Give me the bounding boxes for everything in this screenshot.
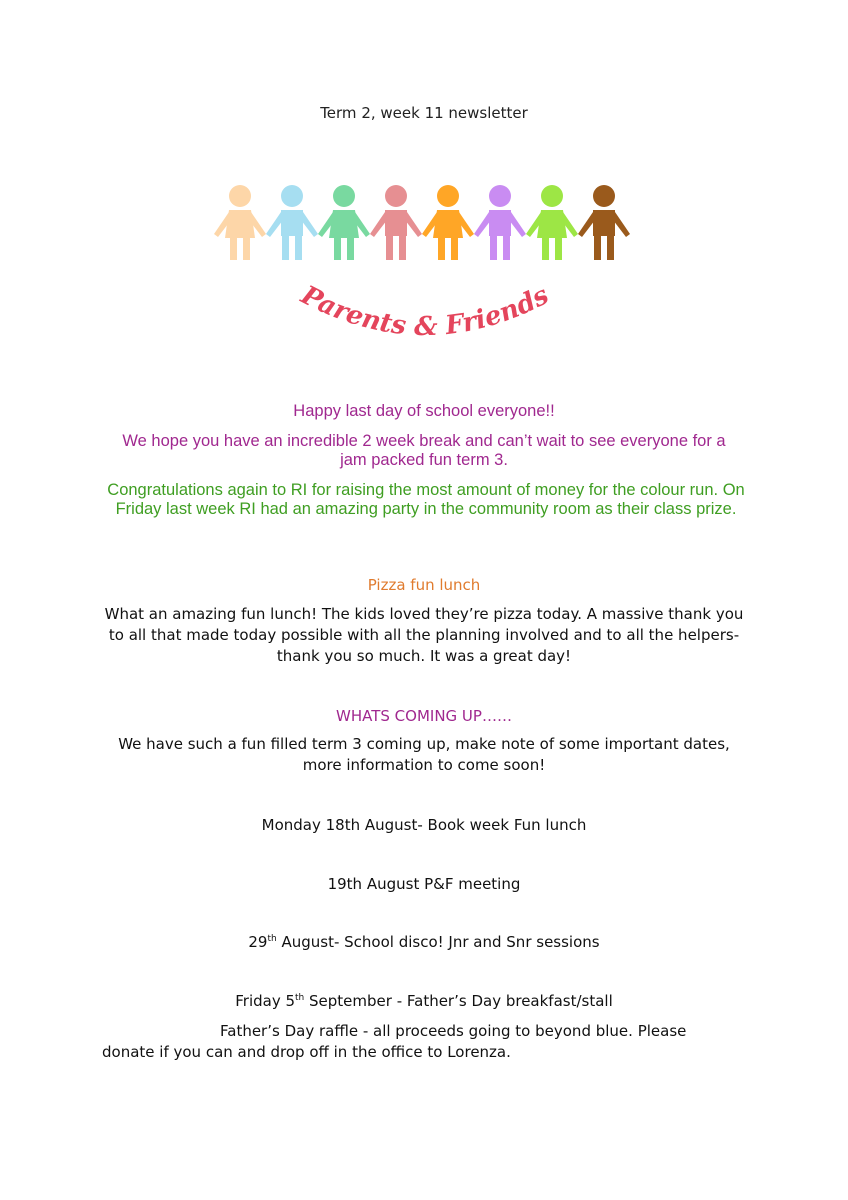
coming-up-heading: WHATS COMING UP…… — [336, 707, 512, 725]
coming-up-intro: We have such a fun filled term 3 coming up, make note of some important dates, more information to come soon! — [118, 735, 730, 774]
person-figure-icon — [370, 185, 422, 260]
event-fathers-day-breakfast: Friday 5th September - Father’s Day breakfast/stall — [235, 992, 613, 1010]
logo-text: Parents & Friends — [296, 280, 554, 343]
person-figure-icon — [214, 185, 266, 260]
person-figure-icon — [474, 185, 526, 260]
pizza-body: What an amazing fun lunch! The kids loved they’re pizza today. A massive thank you to all that made today possible with all the planning involved and to all the helpers- thank you so much. It was a great day! — [104, 605, 744, 665]
greeting-line: Happy last day of school everyone!! — [293, 402, 555, 420]
person-figure-icon — [318, 185, 370, 260]
parents-and-friends-logo — [210, 176, 640, 366]
people-chain-icon — [214, 185, 630, 260]
person-figure-icon — [422, 185, 474, 260]
congratulations-message: Congratulations again to RI for raising the most amount of money for the colour run. On Friday last week RI had an amazing party in the community room as their class prize. — [107, 481, 745, 518]
break-message: We hope you have an incredible 2 week break and can’t wait to see everyone for a jam packed fun term 3. — [122, 432, 726, 469]
event-school-disco: 29th August- School disco! Jnr and Snr sessions — [248, 933, 600, 951]
person-figure-icon — [526, 185, 578, 260]
event-pf-meeting: 19th August P&F meeting — [327, 875, 521, 893]
person-figure-icon — [266, 185, 318, 260]
newsletter-title: Term 2, week 11 newsletter — [320, 104, 528, 122]
person-figure-icon — [578, 185, 630, 260]
event-fathers-day-raffle: Father’s Day raffle - all proceeds going to beyond blue. Please donate if you can and drop off in the office to Lorenza. — [102, 1022, 687, 1061]
pizza-heading: Pizza fun lunch — [367, 576, 481, 594]
event-book-week: Monday 18th August- Book week Fun lunch — [261, 816, 587, 834]
